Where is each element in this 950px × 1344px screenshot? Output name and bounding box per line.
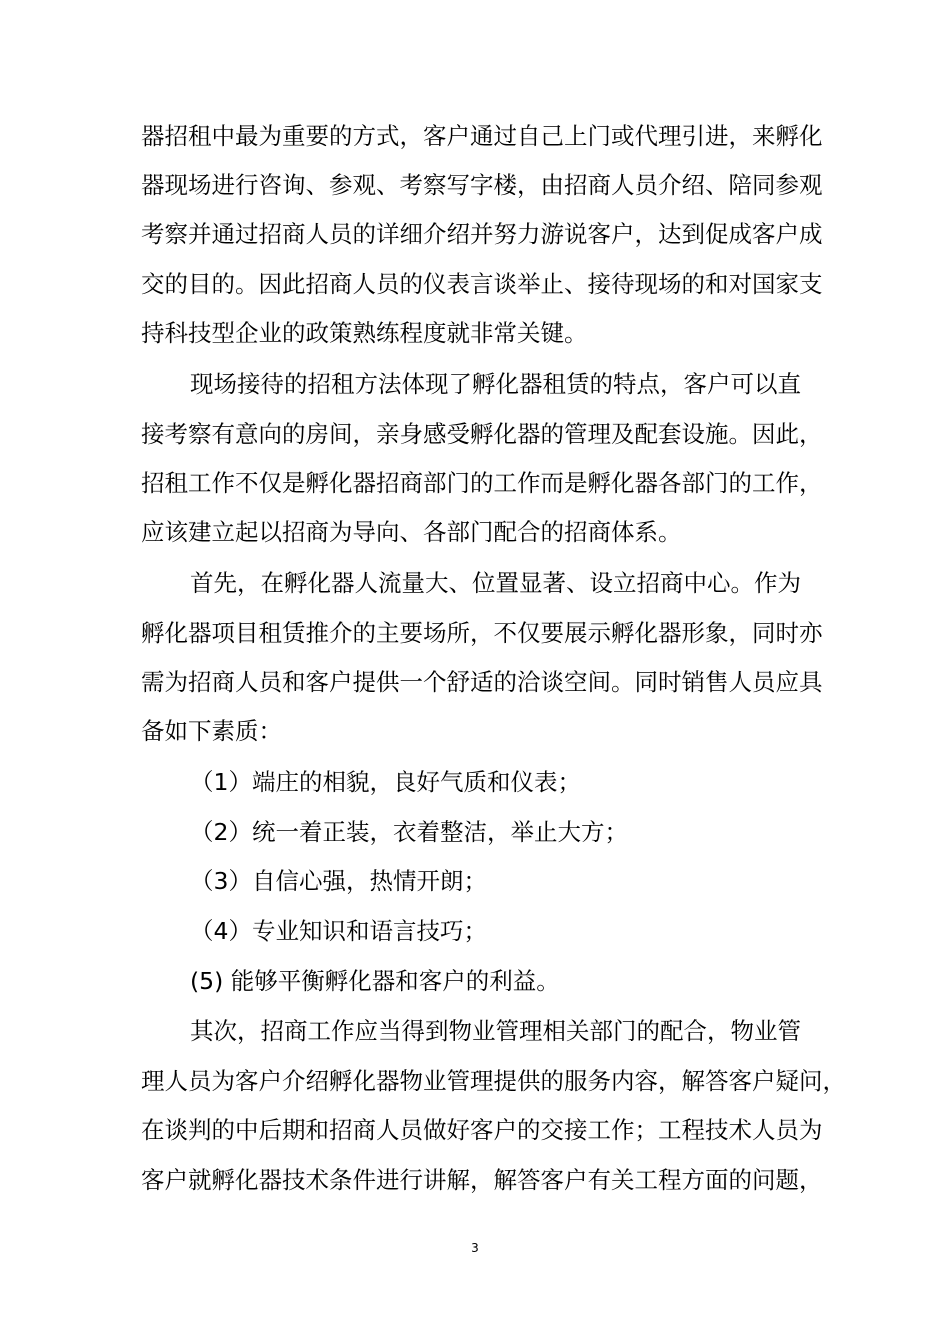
paragraph-3-line-4: 备如下素质： (141, 717, 282, 745)
list-item-3: （3）自信心强，热情开朗； (190, 867, 487, 895)
list-item-2: （2）统一着正装，衣着整洁，举止大方； (190, 818, 628, 846)
list-item-4: （4）专业知识和语言技巧； (190, 917, 487, 945)
list-item-1: （1）端庄的相貌，良好气质和仪表； (190, 768, 581, 796)
paragraph-1-line-3: 考察并通过招商人员的详细介绍并努力游说客户，达到促成客户成 (141, 220, 823, 248)
paragraph-2-line-1: 现场接待的招租方法体现了孵化器租赁的特点，客户可以直 (190, 370, 801, 398)
paragraph-4-line-2: 理人员为客户介绍孵化器物业管理提供的服务内容，解答客户疑问， (141, 1067, 846, 1095)
list-item-5: (5) 能够平衡孵化器和客户的利益。 (190, 967, 560, 995)
paragraph-1-line-5: 持科技型企业的政策熟练程度就非常关键。 (141, 319, 588, 347)
paragraph-3-line-3: 需为招商人员和客户提供一个舒适的洽谈空间。同时销售人员应具 (141, 668, 823, 696)
paragraph-3-line-2: 孵化器项目租赁推介的主要场所，不仅要展示孵化器形象，同时亦 (141, 619, 823, 647)
paragraph-2-line-4: 应该建立起以招商为导向、各部门配合的招商体系。 (141, 518, 682, 546)
paragraph-3-line-1: 首先，在孵化器人流量大、位置显著、设立招商中心。作为 (190, 569, 801, 597)
paragraph-1-line-1: 器招租中最为重要的方式，客户通过自己上门或代理引进，来孵化 (141, 122, 823, 150)
paragraph-2-line-3: 招租工作不仅是孵化器招商部门的工作而是孵化器各部门的工作， (141, 469, 823, 497)
paragraph-4-line-1: 其次，招商工作应当得到物业管理相关部门的配合，物业管 (190, 1017, 801, 1045)
paragraph-4-line-3: 在谈判的中后期和招商人员做好客户的交接工作；工程技术人员为 (141, 1116, 823, 1144)
paragraph-2-line-2: 接考察有意向的房间，亲身感受孵化器的管理及配套设施。因此， (141, 420, 823, 448)
paragraph-1-line-4: 交的目的。因此招商人员的仪表言谈举止、接待现场的和对国家支 (141, 270, 823, 298)
page-number: 3 (471, 1241, 479, 1255)
paragraph-1-line-2: 器现场进行咨询、参观、考察写字楼，由招商人员介绍、陪同参观 (141, 171, 823, 199)
paragraph-4-line-4: 客户就孵化器技术条件进行讲解，解答客户有关工程方面的问题， (141, 1166, 823, 1194)
